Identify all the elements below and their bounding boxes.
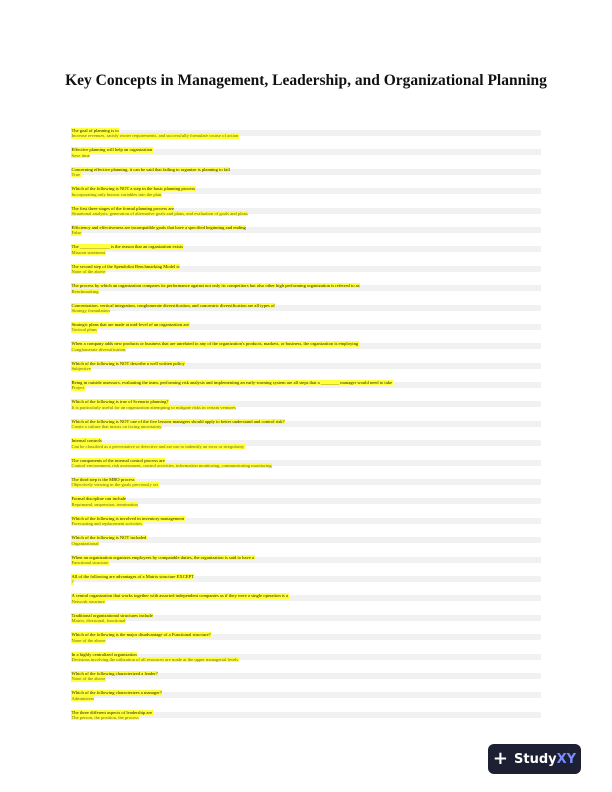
answer-text: Save time bbox=[71, 152, 90, 158]
question-text: Which of the following characterizes a manager? bbox=[71, 690, 162, 696]
answer-row-shading bbox=[71, 498, 541, 504]
question-text: Being in outside assessors, evaluating the team, performing risk analysis and implementing an early-warning system are all steps that a ________ manager would need to take bbox=[71, 380, 393, 386]
qa-item bbox=[71, 352, 541, 371]
question-text: In a highly centralized organization bbox=[71, 651, 137, 657]
answer-text: Functional structure bbox=[71, 559, 109, 565]
qa-list bbox=[71, 119, 541, 720]
question-text: The goal of planning is to bbox=[71, 128, 119, 133]
qa-item bbox=[71, 119, 541, 138]
qa-item bbox=[71, 410, 541, 429]
qa-item bbox=[71, 294, 541, 313]
answer-text: Forecasting and replacement activities bbox=[71, 521, 143, 527]
question-text: Effective planning will help an organization bbox=[71, 147, 153, 153]
question-text: Efficiency and effectiveness are incompatible goals that have a specified beginning and ending bbox=[71, 224, 246, 230]
qa-item bbox=[71, 449, 541, 468]
answer-text: Mission statement bbox=[71, 249, 106, 255]
question-text: Concentration, vertical integration, conglomerate diversification, and concentric diversification are all types of bbox=[71, 302, 275, 308]
question-text: Which of the following is NOT a step in the basic planning process bbox=[71, 186, 196, 192]
qa-item bbox=[71, 604, 541, 623]
answer-text: Decisions involving the utilization of all resources are made at the upper managerial levels bbox=[71, 656, 239, 662]
answer-text: Strategy formulation bbox=[71, 307, 110, 313]
qa-item bbox=[71, 584, 541, 603]
question-text: Which of the following is NOT included bbox=[71, 535, 147, 541]
answer-text: Control environment, risk assessment, control activities, information monitoring, communicating monitoring bbox=[71, 463, 272, 469]
question-text: Strategic plans that are made at mid-level of an organization are bbox=[71, 321, 190, 327]
studyxy-badge[interactable] bbox=[488, 744, 581, 774]
qa-item bbox=[71, 313, 541, 332]
qa-item bbox=[71, 216, 541, 235]
qa-item bbox=[71, 429, 541, 448]
qa-item bbox=[71, 701, 541, 720]
answer-text: Organizational bbox=[71, 540, 99, 546]
question-text: All of the following are advantages of a Matrix structure EXCEPT bbox=[71, 573, 194, 579]
question-text: Traditional organizational structures include bbox=[71, 612, 153, 618]
answer-text: Situational analysis, generation of alternative goals and plans, and evaluation of goals and plans bbox=[71, 210, 248, 216]
qa-item bbox=[71, 487, 541, 506]
answer-text: Administers bbox=[71, 695, 94, 701]
qa-item bbox=[71, 197, 541, 216]
brand-logo: StudyXY bbox=[514, 751, 577, 767]
question-text: The third step is the MBO process bbox=[71, 477, 135, 483]
qa-item bbox=[71, 158, 541, 177]
qa-item bbox=[71, 643, 541, 662]
qa-item bbox=[71, 623, 541, 642]
question-text: Which of the following is NOT describe a well written policy bbox=[71, 360, 185, 366]
answer-text: None of the above bbox=[71, 269, 106, 275]
answer-text: Project bbox=[71, 385, 85, 391]
answer-text: False bbox=[71, 230, 82, 236]
answer-text: It is particularly useful for an organization attempting to mitigate risks in certain ventures bbox=[71, 404, 236, 410]
qa-item bbox=[71, 371, 541, 390]
qa-item bbox=[71, 138, 541, 157]
question-text: The _____________ is the reason that an organization exists bbox=[71, 244, 183, 250]
answer-text: Conglomerate diversification bbox=[71, 346, 126, 352]
answer-text: Objectively viewing in the goals previously set bbox=[71, 482, 158, 488]
answer-text: Matrix, divisional, functional bbox=[71, 618, 126, 624]
question-text: Which of the following is NOT one of the five lessons managers should apply to better understand and control risk? bbox=[71, 418, 285, 424]
question-text: Which of the following is involved in inventory management bbox=[71, 515, 185, 521]
answer-text: Benchmarking bbox=[71, 288, 99, 294]
question-text: The first three stages of the formal planning process are bbox=[71, 205, 174, 211]
page-title: Key Concepts in Management, Leadership, and Organizational Planning bbox=[65, 72, 547, 89]
question-text: Concerning effective planning, it can be said that failing to organize is planning to fail bbox=[71, 166, 230, 172]
question-text: Internal controls bbox=[71, 438, 102, 444]
question-text: The second step of the Spendolini Benchmarking Model is bbox=[71, 263, 180, 269]
question-text: The components of the internal control process are bbox=[71, 457, 165, 463]
question-text: Which of the following is the major disadvantage of a Functional structure? bbox=[71, 632, 211, 638]
qa-item bbox=[71, 274, 541, 293]
answer-text: Tactical plans bbox=[71, 327, 97, 333]
qa-item bbox=[71, 507, 541, 526]
question-text: Which of the following is true of Scenario planning? bbox=[71, 399, 169, 405]
answer-text: The person, the position, the process bbox=[71, 715, 139, 721]
qa-item bbox=[71, 390, 541, 409]
qa-item bbox=[71, 468, 541, 487]
answer-text: Can be classified as a preventative or detective and are use to indentify an error or irregularity bbox=[71, 443, 245, 449]
qa-item bbox=[71, 546, 541, 565]
answer-text: None of the above bbox=[71, 676, 106, 682]
answer-text: ? bbox=[71, 579, 74, 585]
qa-item bbox=[71, 662, 541, 681]
qa-item bbox=[71, 526, 541, 545]
qa-item bbox=[71, 565, 541, 584]
qa-item bbox=[71, 681, 541, 700]
question-text: The three different aspects of leadership are bbox=[71, 709, 153, 715]
answer-text: Subjective bbox=[71, 366, 91, 372]
answer-text: Network structure bbox=[71, 598, 105, 604]
qa-item bbox=[71, 177, 541, 196]
answer-text: Create a culture that insists on facing uncertainty bbox=[71, 424, 162, 430]
question-text: A central organization that works together with assorted independent companies as if they were a single operation is a bbox=[71, 593, 289, 599]
answer-text: True bbox=[71, 172, 81, 178]
answer-text: Increase revenues, satisfy owner requirements, and successfully formulate course of action bbox=[71, 133, 239, 139]
question-text: Which of the following characterized a leader? bbox=[71, 670, 158, 676]
qa-item bbox=[71, 235, 541, 254]
question-text: When an organization organizes employees by compatable duties, the organization is said to have a bbox=[71, 554, 255, 560]
question-text: When a company adds new products or business that are unrelated to any of the organization's products, markets, or business, the organization is employing bbox=[71, 341, 359, 347]
answer-text: Incorporating only known variables into the plan bbox=[71, 191, 162, 197]
plus-icon: + bbox=[492, 748, 509, 769]
qa-item bbox=[71, 332, 541, 351]
qa-item bbox=[71, 255, 541, 274]
question-text: Formal discipline can include bbox=[71, 496, 126, 502]
question-text: The process by which an organization compares its performance against not only its competitors but also other high performing organization is referred to as bbox=[71, 283, 360, 289]
answer-text: None of the above bbox=[71, 637, 106, 643]
answer-text: Reprimand, suspension, termination bbox=[71, 501, 138, 507]
